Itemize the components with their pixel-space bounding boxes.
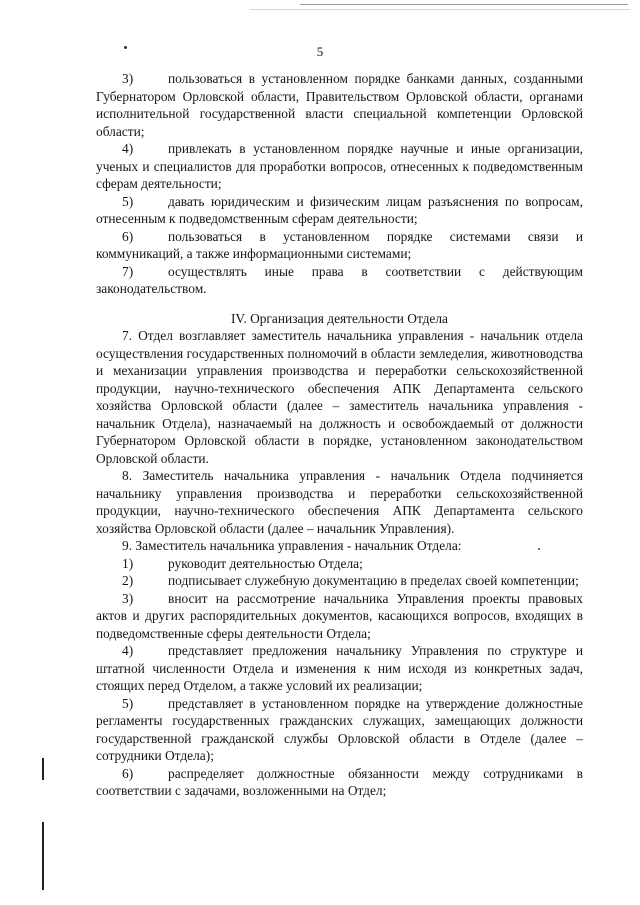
list-item-number: 3) (122, 71, 134, 86)
list-item-text: давать юридическим и физическим лицам разъяснения по вопросам, отнесенным к подведомственным сферам деятельности; (96, 193, 583, 226)
list-item (96, 193, 583, 228)
paragraph: 7. Отдел возглавляет заместитель начальника управления - начальник отдела осуществления государственных полномочий в области земледелия, животноводства и механизации управления производства и переработки сельскохозяйственной продукции, научно-технического обеспечения АПК Департамента сельского хозяйства Орловской области (далее – заместитель начальника управления - начальник Отдела), назначаемый на должность и освобождаемый от должности Губернатором Орловской области в порядке, установленном законодательством Орловской области. (96, 328, 583, 466)
list-item (96, 228, 583, 263)
scan-artifact-line (250, 9, 630, 10)
list-item (96, 765, 583, 800)
list-item-number: 6) (122, 765, 134, 781)
list-item-text: вносит на рассмотрение начальника Управления проекты правовых актов и других распорядительных документов, касающихся вопросов, входящих в подведомственные сферы деятельности Отдела; (96, 590, 583, 641)
list-item-text: представляет предложения начальнику Управления по структуре и штатной численности Отдела и изменения к ним исходя из конкретных задач, стоящих перед Отделом, а также условий их реализации; (96, 643, 583, 693)
document-body (96, 70, 583, 800)
list-item-text: осуществлять иные права в соответствии с действующим законодательством. (96, 263, 583, 296)
section-title: IV. Организация деятельности Отдела (230, 310, 449, 326)
page-number: 5 (316, 44, 324, 59)
list-item-text: распределяет должностные обязанности между сотрудниками в соответствии с задачами, возложенными на Отдел; (96, 765, 583, 798)
list-item-number: 2) (122, 573, 134, 588)
paragraph: 8. Заместитель начальника управления - начальник Отдела подчиняется начальнику управления производства и переработки сельскохозяйственной продукции, научно-технического обеспечения АПК Департамента сельского хозяйства Орловской области (далее – начальник Управления). (96, 468, 583, 536)
list-item-number: 5) (122, 695, 134, 711)
scan-edge-mark (42, 822, 44, 890)
list-item-text: пользоваться в установленном порядке системами связи и коммуникаций, а также информационными системами; (96, 228, 583, 261)
list-item-text: пользоваться в установленном порядке банками данных, созданными Губернатором Орловской области, Правительством Орловской области, органами исполнительной государственной власти специальной компетенции Орловской области; (96, 71, 583, 139)
list-item (96, 572, 583, 590)
list-item-number: 7) (122, 263, 134, 279)
list-item-number: 3) (122, 590, 134, 606)
list-item (96, 555, 583, 573)
list-item-text: подписывает служебную документацию в пределах своей компетенции; (168, 573, 579, 588)
list-item (96, 642, 583, 695)
list-item-number: 4) (122, 643, 134, 658)
list-item-number: 6) (122, 228, 134, 244)
scan-artifact-line (300, 4, 628, 5)
list-item-number: 5) (122, 193, 134, 209)
list-item-text: руководит деятельностью Отдела; (168, 555, 363, 571)
list-item-number: 1) (122, 555, 134, 571)
list-item (96, 695, 583, 765)
list-item (96, 263, 583, 298)
list-item (96, 70, 583, 140)
scan-edge-mark (42, 758, 44, 780)
list-item-text: представляет в установленном порядке на утверждение должностные регламенты государственных гражданских служащих, замещающих должности государственной гражданской службы Орловской области в Отделе (далее – сотрудники Отдела); (96, 695, 583, 763)
paragraph: 9. Заместитель начальника управления - начальник Отдела: (122, 538, 462, 553)
list-item (96, 590, 583, 643)
list-item (96, 140, 583, 193)
list-item-number: 4) (122, 141, 134, 156)
list-item-text: привлекать в установленном порядке научные и иные организации, ученых и специалистов для проработки вопросов, отнесенных к подведомственным сферам деятельности; (96, 141, 583, 191)
